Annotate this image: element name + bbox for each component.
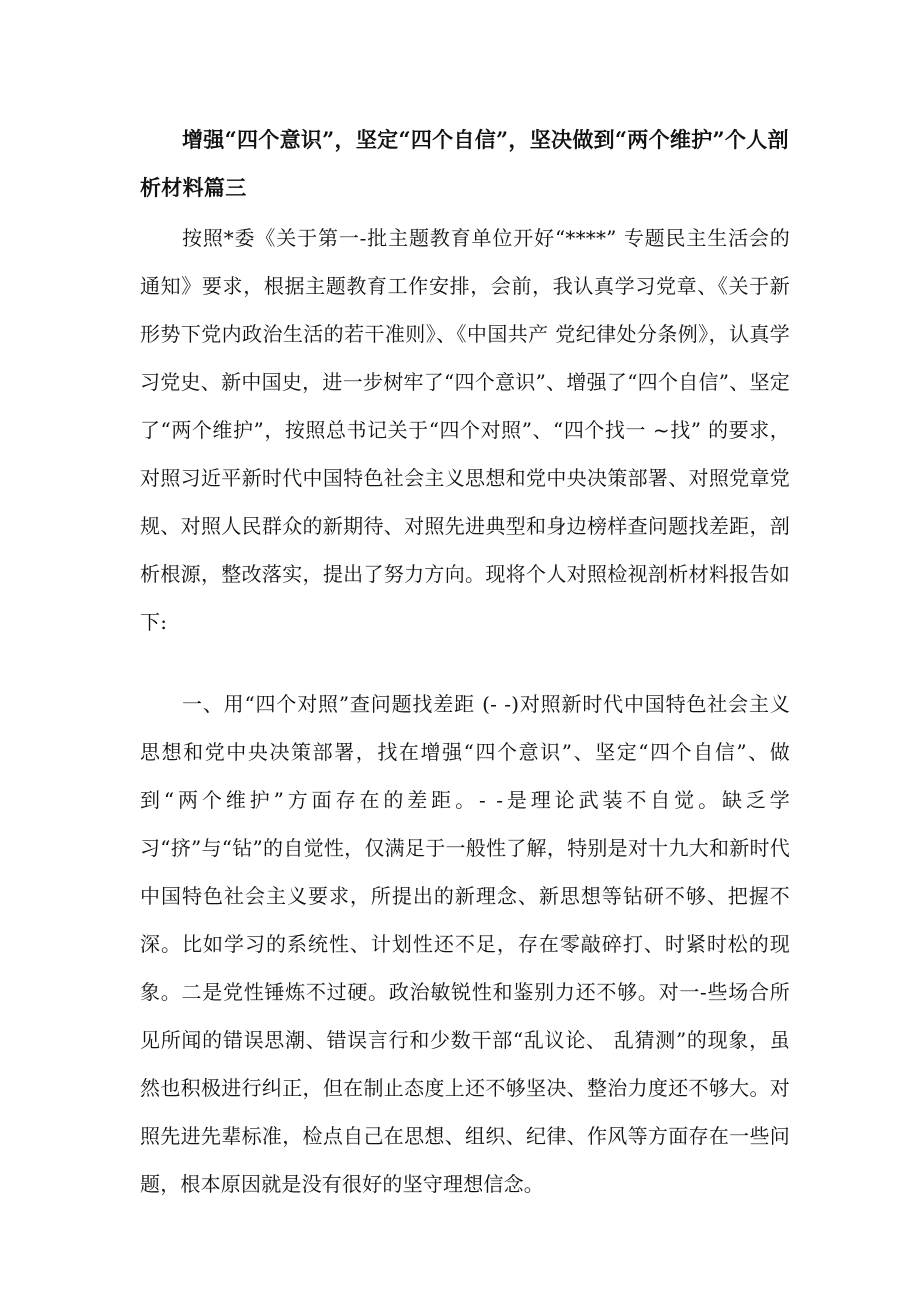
document-title: 增强“四个意识”，坚定“四个自信”，坚决做到“两个维护”个人剖析材料篇三: [140, 127, 789, 200]
section-one-paragraph: 一、用“四个对照”查问题找差距 (- -)对照新时代中国特色社会主义思想和党中央决策部署，找在增强“四个意识”、坚定“四个自信”、做到“两个维护”方面存在的差距。- -是理论武装不自觉。缺乏学习“挤”与“钻”的自觉性，仅满足于一般性了解，特别是对十九大和新时代中国特色社会主义要求，所提出的新理念、新思想等钻研不够、把握不深。比如学习的系统性、计划性还不足，存在零敲碎打、时紧时松的现象。二是党性锤炼不过硬。政治敏锐性和鉴别力还不够。对一-些场合所见所闻的错误思潮、错误言行和少数干部“乱议论、 乱猜测”的现象，虽然也积极进行纠正，但在制止态度上还不够坚决、整治力度还不够大。对照先进先辈标准，检点自己在思想、组织、纪律、作风等方面存在一些问题，根本原因就是没有很好的坚守理想信念。: [140, 692, 790, 1196]
intro-paragraph: 按照*委《关于第一-批主题教育单位开好“****” 专题民主生活会的通知》要求，根据主题教育工作安排，会前，我认真学习党章、《关于新形势下党内政治生活的若干准则》、《中国共产 党纪律处分条例》，认真学习党史、新中国史，进一步树牢了“四个意识”、增强了“四个自信”、坚定了“两个维护”，按照总书记关于“四个对照”、“四个找一 ~找” 的要求，对照习近平新时代中国特色社会主义思想和党中央决策部署、对照党章党规、对照人民群众的新期待、对照先进典型和身边榜样查问题找差距，剖析根源，整改落实，提出了努力方向。现将个人对照检视剖析材料报告如下:: [140, 226, 790, 634]
document-body: [140, 116, 790, 1208]
